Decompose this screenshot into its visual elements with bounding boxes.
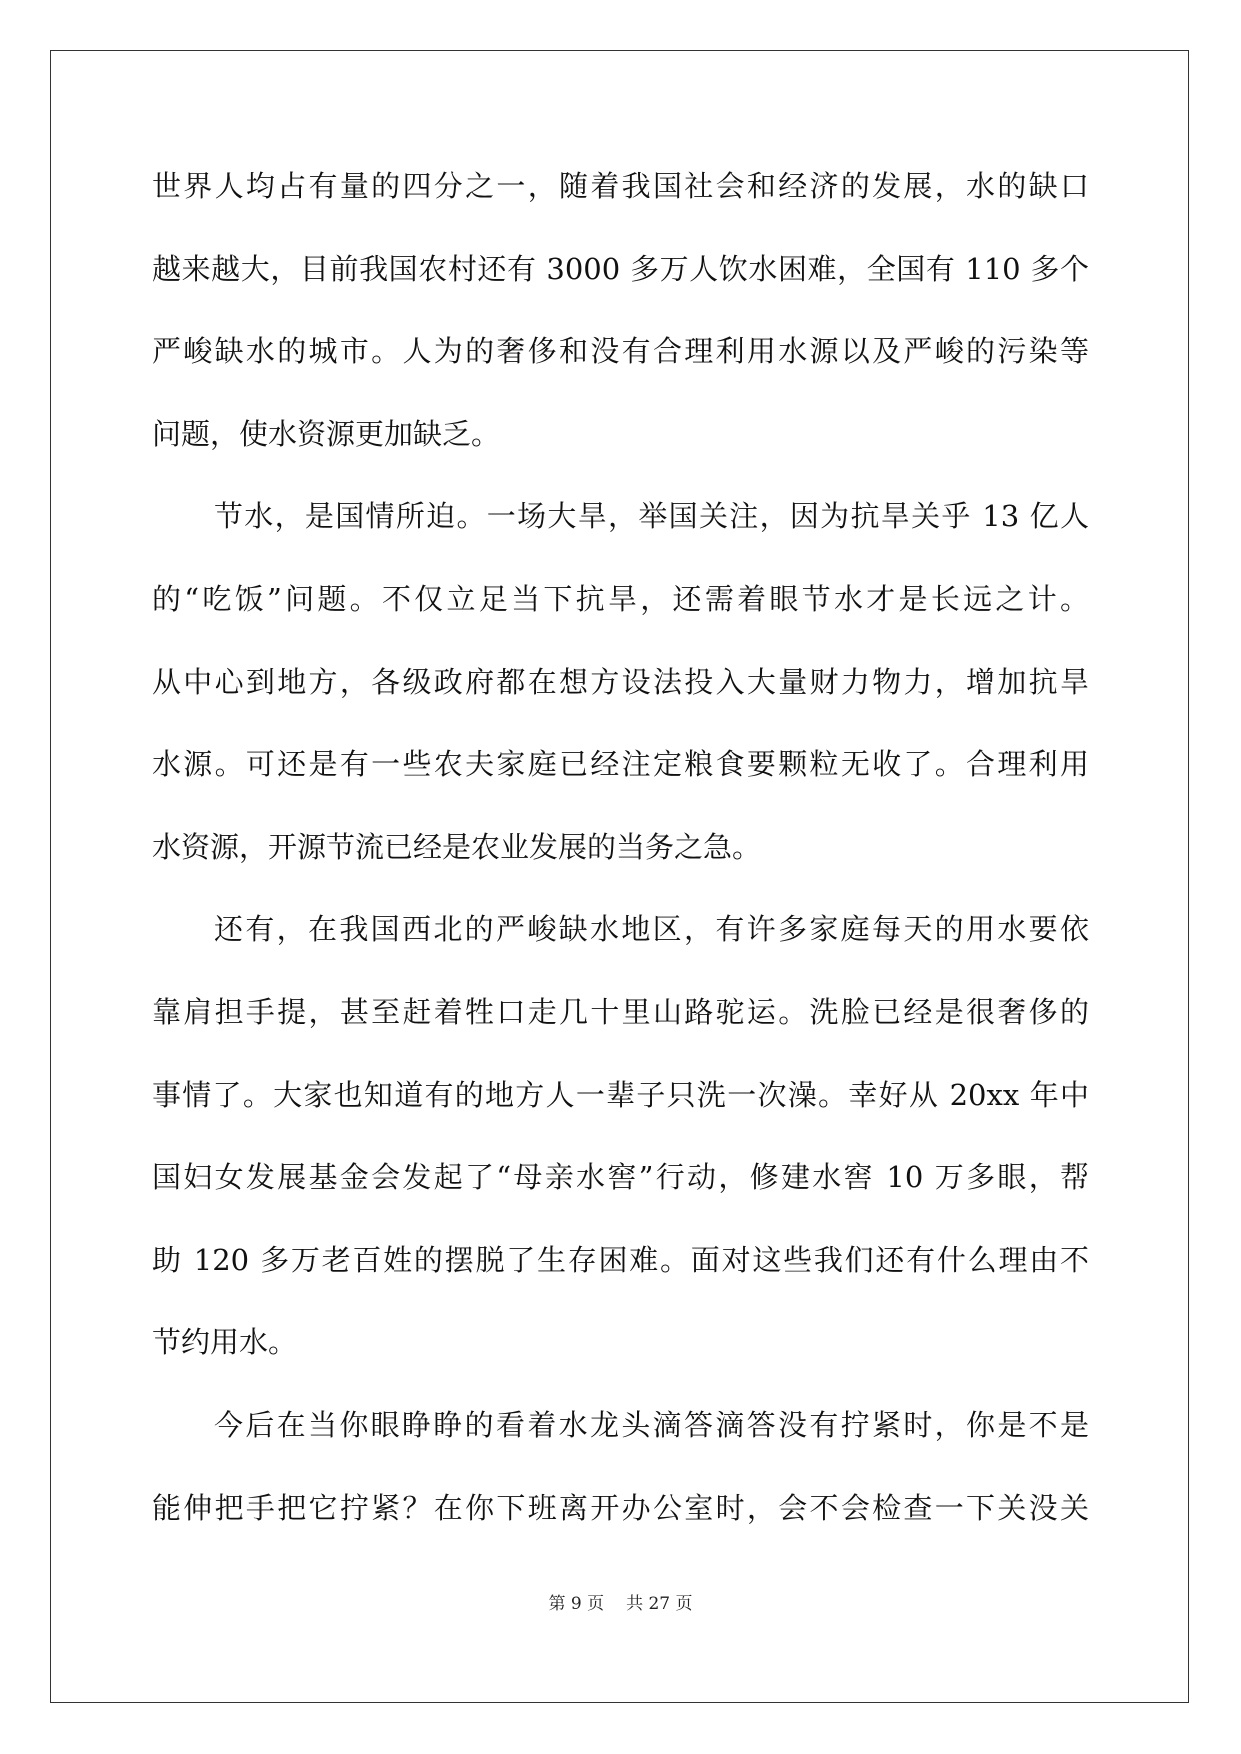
text-line: 的“吃饭”问题。不仅立足当下抗旱，还需着眼节水才是长远之计。 (152, 581, 1089, 616)
text-line: 严峻缺水的城市。人为的奢侈和没有合理利用水源以及严峻的污染等 (152, 334, 1089, 369)
text-line: 越来越大，目前我国农村还有 3000 多万人饮水困难，全国有 110 多个 (152, 251, 1089, 286)
text-line: 水资源，开源节流已经是农业发展的当务之急。 (152, 829, 762, 864)
text-line: 节约用水。 (152, 1325, 298, 1360)
page-total: 共 27 页 (626, 1594, 693, 1614)
document-body (152, 160, 1089, 1564)
paragraph-first-line: 今后在当你眼睁睁的看着水龙头滴答滴答没有拧紧时，你是不是 (214, 1407, 1089, 1442)
text-line: 水源。可还是有一些农夫家庭已经注定粮食要颗粒无收了。合理利用 (152, 747, 1089, 782)
text-line: 能伸把手把它拧紧？在你下班离开办公室时，会不会检查一下关没关 (152, 1490, 1089, 1525)
text-line: 世界人均占有量的四分之一，随着我国社会和经济的发展，水的缺口 (152, 169, 1089, 203)
text-line: 事情了。大家也知道有的地方人一辈子只洗一次澡。幸好从 20xx 年中 (152, 1077, 1089, 1112)
text-line: 问题，使水资源更加缺乏。 (152, 416, 501, 451)
paragraph-first-line: 还有，在我国西北的严峻缺水地区，有许多家庭每天的用水要依 (214, 912, 1089, 947)
paragraph-first-line: 节水，是国情所迫。一场大旱，举国关注，因为抗旱关乎 13 亿人 (214, 499, 1089, 534)
text-line: 从中心到地方，各级政府都在想方设法投入大量财力物力，增加抗旱 (152, 664, 1089, 699)
text-line: 国妇女发展基金会发起了“母亲水窖”行动，修建水窖 10 万多眼，帮 (152, 1160, 1089, 1195)
page-footer (0, 1589, 1241, 1614)
text-line: 助 120 多万老百姓的摆脱了生存困难。面对这些我们还有什么理由不 (152, 1242, 1089, 1277)
text-line: 靠肩担手提，甚至赶着牲口走几十里山路驼运。洗脸已经是很奢侈的 (152, 994, 1089, 1029)
page-number: 第 9 页 (548, 1594, 605, 1614)
